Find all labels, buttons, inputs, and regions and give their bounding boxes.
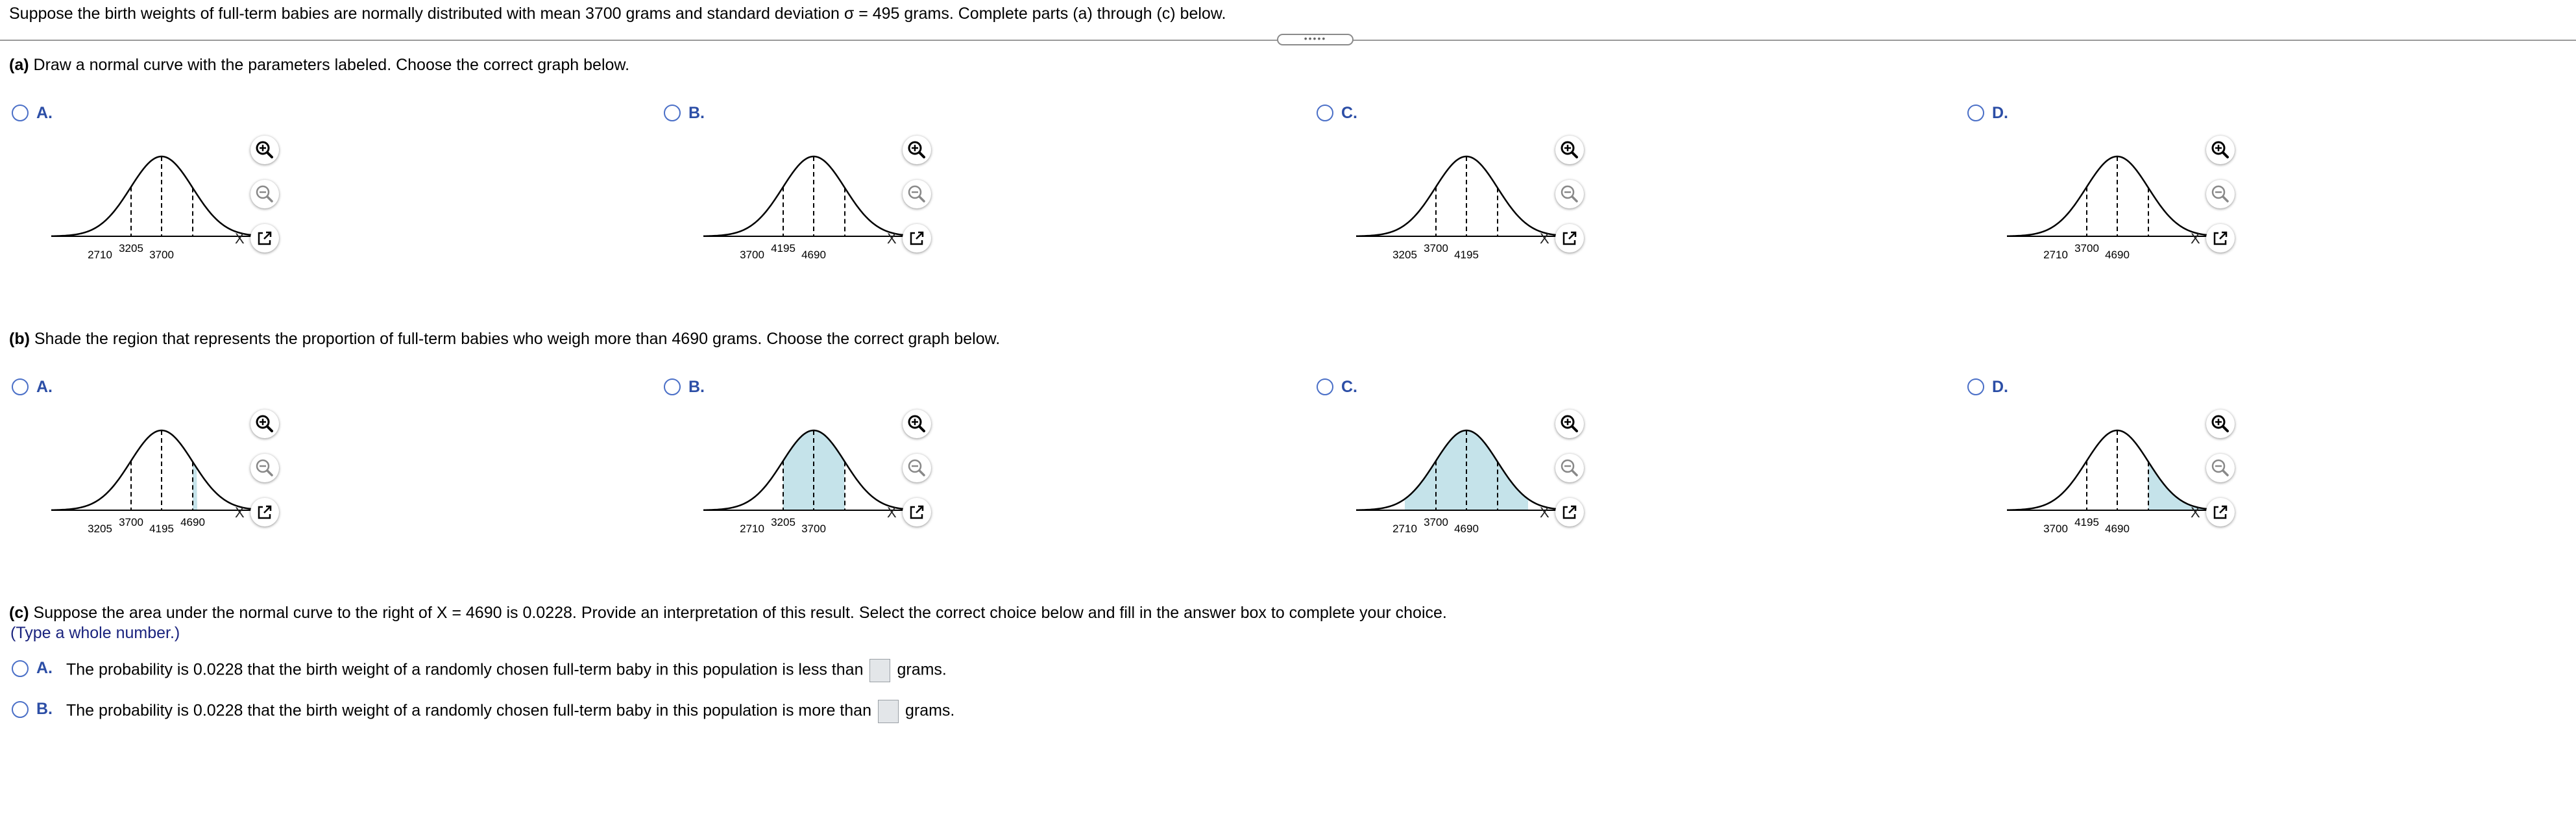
- popout-icon[interactable]: [1555, 498, 1584, 526]
- option-radio[interactable]: [12, 105, 29, 121]
- part-b-text: Shade the region that represents the proportion of full-term babies who weigh more than 4690 grams. Choose the correct graph below.: [34, 330, 1001, 348]
- axis-tick-label: 4195: [1454, 249, 1479, 261]
- option-letter: D.: [1992, 378, 2008, 396]
- axis-tick-label: 2710: [2043, 249, 2068, 261]
- axis-tick-label: 3700: [740, 249, 764, 261]
- axis-tick-label: 4690: [2105, 249, 2130, 261]
- normal-curve-graph: [42, 415, 282, 545]
- part-a-option-d[interactable]: [1965, 102, 2576, 349]
- zoom-in-icon[interactable]: [1555, 136, 1584, 164]
- resize-handle[interactable]: •••••: [1277, 34, 1354, 45]
- zoom-out-icon[interactable]: [250, 180, 279, 208]
- axis-tick-label: 4690: [801, 249, 826, 261]
- option-letter: B.: [688, 104, 705, 122]
- axis-tick-label: 3700: [119, 516, 143, 528]
- part-b-option-d[interactable]: [1965, 376, 2576, 623]
- part-c-hint: (Type a whole number.): [10, 624, 180, 642]
- part-a-option-c[interactable]: [1314, 102, 1963, 349]
- normal-curve-graph: [1346, 141, 1586, 271]
- zoom-out-icon[interactable]: [2206, 454, 2235, 482]
- part-c-choice-a-after: grams.: [897, 660, 947, 679]
- axis-x-label: X: [2191, 504, 2200, 521]
- popout-icon[interactable]: [903, 498, 931, 526]
- zoom-out-icon[interactable]: [903, 180, 931, 208]
- part-c-choice-a-letter: A.: [36, 659, 53, 677]
- graph-container: [1346, 415, 1586, 548]
- part-c-choice-a-before: The probability is 0.0228 that the birth weight of a randomly chosen full-term baby in this population is less than: [66, 660, 864, 679]
- normal-curve-graph: [1997, 415, 2237, 545]
- axis-tick-label: 4690: [180, 516, 205, 528]
- zoom-out-icon[interactable]: [2206, 180, 2235, 208]
- part-b-option-a[interactable]: [9, 376, 658, 623]
- normal-curve-graph: [694, 141, 934, 271]
- option-letter: D.: [1992, 104, 2008, 122]
- axis-tick-label: 3700: [1424, 242, 1448, 254]
- part-c-choice-b-after: grams.: [905, 701, 955, 720]
- part-a-text: Draw a normal curve with the parameters labeled. Choose the correct graph below.: [33, 56, 630, 74]
- zoom-in-icon[interactable]: [250, 136, 279, 164]
- popout-icon[interactable]: [2206, 224, 2235, 253]
- option-radio[interactable]: [12, 378, 29, 395]
- part-b-prompt: [9, 328, 1000, 350]
- axis-tick-label: 3205: [119, 242, 143, 254]
- popout-icon[interactable]: [903, 224, 931, 253]
- zoom-in-icon[interactable]: [903, 136, 931, 164]
- zoom-out-icon[interactable]: [1555, 180, 1584, 208]
- axis-tick-label: 4690: [1454, 523, 1479, 535]
- axis-tick-label: 3700: [2074, 242, 2099, 254]
- axis-tick-label: 2710: [740, 523, 764, 535]
- part-b-label: (b): [9, 330, 30, 348]
- popout-icon[interactable]: [1555, 224, 1584, 253]
- zoom-in-icon[interactable]: [2206, 410, 2235, 438]
- popout-icon[interactable]: [2206, 498, 2235, 526]
- zoom-in-icon[interactable]: [250, 410, 279, 438]
- axis-tick-label: 3700: [1424, 516, 1448, 528]
- axis-tick-label: 3205: [1392, 249, 1417, 261]
- graph-container: [42, 415, 282, 548]
- option-letter: A.: [36, 104, 53, 122]
- part-c-choice-b-radio[interactable]: [12, 701, 29, 718]
- popout-icon[interactable]: [250, 498, 279, 526]
- part-c-text: Suppose the area under the normal curve to the right of X = 4690 is 0.0228. Provide an interpretation of this result. Select the correct choice below and fill in the answer box to complete your choice.: [33, 604, 1447, 622]
- axis-tick-label: 3700: [149, 249, 174, 261]
- zoom-out-icon[interactable]: [1555, 454, 1584, 482]
- part-c-choice-a-radio[interactable]: [12, 660, 29, 677]
- option-letter: C.: [1341, 378, 1357, 396]
- zoom-out-icon[interactable]: [903, 454, 931, 482]
- part-c-choice-b-answer-box[interactable]: [878, 700, 899, 723]
- graph-container: [42, 141, 282, 274]
- zoom-in-icon[interactable]: [903, 410, 931, 438]
- option-radio[interactable]: [664, 105, 681, 121]
- part-a-option-b[interactable]: [661, 102, 1310, 349]
- part-c-label: (c): [9, 604, 29, 622]
- option-radio[interactable]: [1967, 105, 1984, 121]
- zoom-in-icon[interactable]: [1555, 410, 1584, 438]
- normal-curve-graph: [694, 415, 934, 545]
- axis-x-label: X: [887, 230, 897, 247]
- axis-x-label: X: [235, 230, 245, 247]
- axis-tick-label: 4195: [149, 523, 174, 535]
- part-c-choice-a-answer-box[interactable]: [869, 659, 890, 682]
- axis-tick-label: 4195: [2074, 516, 2099, 528]
- axis-x-label: X: [887, 504, 897, 521]
- part-c-choice-b-before: The probability is 0.0228 that the birth weight of a randomly chosen full-term baby in this population is more than: [66, 701, 871, 720]
- option-letter: A.: [36, 378, 53, 396]
- option-radio[interactable]: [1967, 378, 1984, 395]
- graph-container: [1997, 415, 2237, 548]
- part-c-choice-a-text: [66, 659, 947, 682]
- axis-x-label: X: [235, 504, 245, 521]
- normal-curve-graph: [1346, 415, 1586, 545]
- axis-x-label: X: [2191, 230, 2200, 247]
- normal-curve-graph: [1997, 141, 2237, 271]
- graph-container: [1997, 141, 2237, 274]
- axis-tick-label: 4195: [771, 242, 796, 254]
- option-radio[interactable]: [1317, 105, 1333, 121]
- question-text: Suppose the birth weights of full-term babies are normally distributed with mean 3700 grams and standard deviation σ = 495 grams. Complete parts (a) through (c) below.: [9, 5, 1226, 23]
- part-a-label: (a): [9, 56, 29, 74]
- option-letter: B.: [688, 378, 705, 396]
- option-radio[interactable]: [1317, 378, 1333, 395]
- axis-tick-label: 4690: [2105, 523, 2130, 535]
- axis-tick-label: 2710: [88, 249, 112, 261]
- axis-tick-label: 3205: [771, 516, 796, 528]
- axis-tick-label: 3700: [2043, 523, 2068, 535]
- axis-tick-label: 3205: [88, 523, 112, 535]
- part-a-option-a[interactable]: [9, 102, 658, 349]
- axis-x-label: X: [1540, 504, 1549, 521]
- axis-tick-label: 3700: [801, 523, 826, 535]
- part-c-prompt: [9, 602, 1447, 624]
- graph-container: [694, 415, 934, 548]
- option-letter: C.: [1341, 104, 1357, 122]
- zoom-out-icon[interactable]: [250, 454, 279, 482]
- zoom-in-icon[interactable]: [2206, 136, 2235, 164]
- part-c-choice-b-text: [66, 700, 954, 723]
- part-c-choice-b-letter: B.: [36, 700, 53, 718]
- axis-tick-label: 2710: [1392, 523, 1417, 535]
- graph-container: [694, 141, 934, 274]
- axis-x-label: X: [1540, 230, 1549, 247]
- normal-curve-graph: [42, 141, 282, 271]
- part-b-option-c[interactable]: [1314, 376, 1963, 623]
- part-b-option-b[interactable]: [661, 376, 1310, 623]
- option-radio[interactable]: [664, 378, 681, 395]
- part-a-prompt: [9, 54, 629, 76]
- popout-icon[interactable]: [250, 224, 279, 253]
- graph-container: [1346, 141, 1586, 274]
